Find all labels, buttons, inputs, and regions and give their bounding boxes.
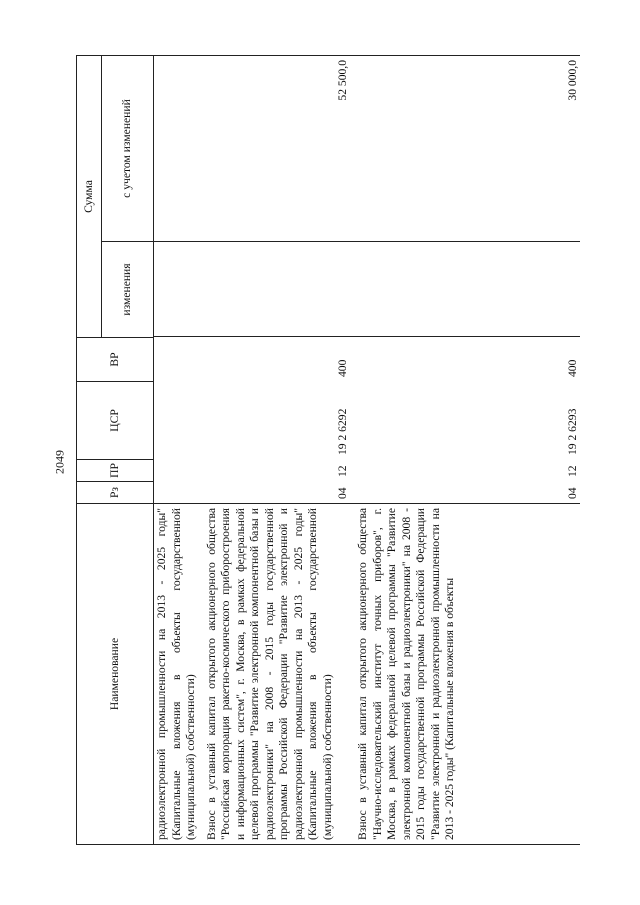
header-pr: ПР (76, 459, 154, 481)
row-with-changes: 52 500,0 (154, 55, 350, 241)
header-rz: Рз (76, 481, 154, 503)
row-name-text: Взнос в уставный капитал открытого акционерного общества "Российская корпорация ракетно-космического приборостроения и информационных систем", г. Москва, в рамках федеральной целевой программы "Развитие электронной компонентной базы и радиоэлектроники" на 2008 - 2015 годы государственной программы Российской Федерации "Развитие электронной и радиоэлектронной промышленности на 2013 - 2025 годы" (Капитальные вложения в объекты государственной (муниципальной) собственности) (204, 508, 334, 840)
row-changes (350, 241, 580, 337)
header-sum: Сумма (76, 55, 102, 337)
rotated-page (76, 55, 580, 845)
row-name (154, 503, 350, 845)
row-csr: 19 2 6292 (335, 408, 349, 455)
row-pr: 12 (565, 465, 579, 477)
row-pr: 12 (335, 465, 349, 477)
row-rz: 04 (335, 487, 349, 499)
header-vr: ВР (76, 337, 154, 381)
header-with-changes: с учетом изменений (102, 55, 154, 241)
row-with-changes: 30 000,0 (350, 55, 580, 241)
header-changes: изменения (102, 241, 154, 337)
row-csr: 19 2 6293 (565, 408, 579, 455)
row-rz: 04 (565, 487, 579, 499)
row-vr: 400 (565, 359, 579, 377)
page-number: 2049 (52, 450, 67, 474)
row-changes (154, 241, 350, 337)
budget-table (76, 55, 580, 845)
row-name: Взнос в уставный капитал открытого акционерного общества "Научно-исследовательский институт точных приборов", г. Москва, в рамках федеральной целевой программы "Развитие электронной компонентной базы и радиоэлектроники" на 2008 - 2015 годы государственной программы Российской Федерации "Развитие электронной и радиоэлектронной промышленности на 2013 - 2025 годы" (Капитальные вложения в объекты (350, 503, 580, 845)
header-csr: ЦСР (76, 381, 154, 459)
row-vr: 400 (335, 359, 349, 377)
row-name-text: радиоэлектронной промышленности на 2013 - 2025 годы" (Капитальные вложения в объекты государственной (муниципальной) собственности) (155, 508, 197, 840)
header-name: Наименование (76, 503, 154, 845)
